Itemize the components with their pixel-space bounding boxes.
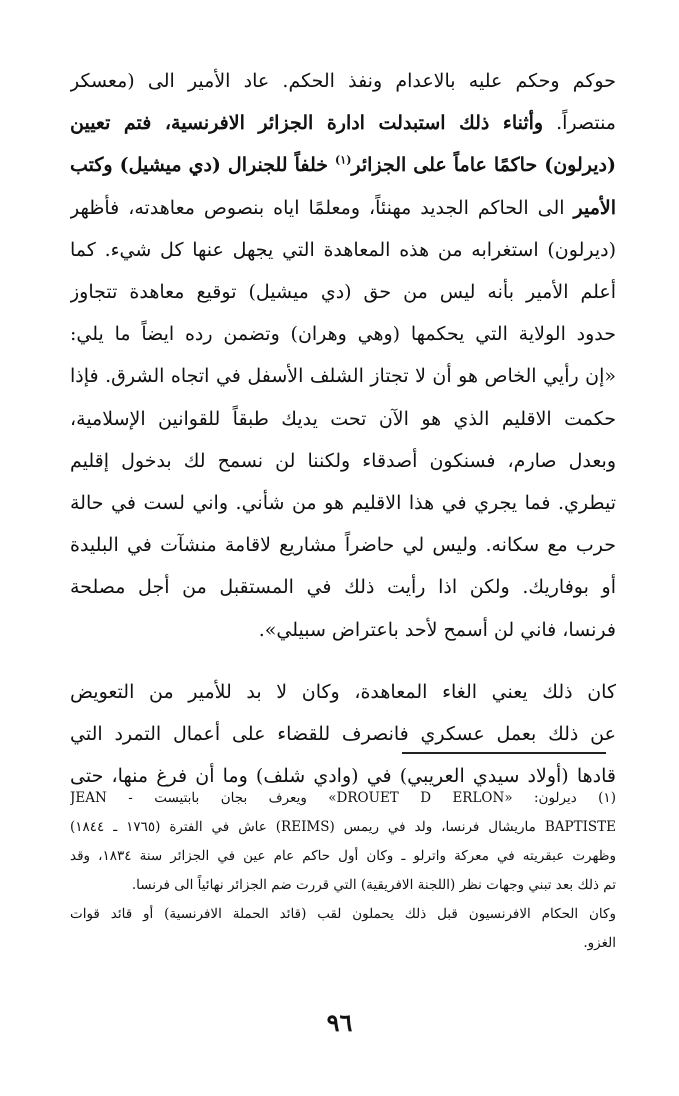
body-line: (ديرلون) حاكمًا عاماً على الجزائر$^{(١)}$ خلفاً للجنرال (دي ميشيل) وكتب [70, 154, 616, 177]
body-line: منتصراً. وأثناء ذلك استبدلت ادارة الجزائر الافرنسية، فتم تعيين [70, 112, 616, 135]
main-text-block [70, 60, 616, 797]
page-number: ٩٦ [326, 1008, 353, 1037]
footnotes-block [70, 784, 616, 958]
body-line: وبعدل صارم، فسنكون أصدقاء ولكننا لن نسمح لك بدخول إقليم [70, 449, 616, 472]
body-line: كان ذلك يعني الغاء المعاهدة، وكان لا بد للأمير من التعويض [70, 680, 616, 703]
body-line: قادها (أولاد سيدي العريبي) في (وادي شلف) وما أن فرغ منها، حتى [70, 765, 616, 788]
paragraph-gap [70, 651, 616, 671]
body-line: فرنسا، فاني لن أسمح لأحد باعتراض سبيلي». [258, 618, 616, 641]
body-line: حرب مع سكانه. وليس لي حاضراً مشاريع لاقامة منشآت في البليدة [70, 534, 616, 557]
footnote-line: تم ذلك بعد تبني وجهات نظر (اللجنة الافريقية) التي قررت ضم الجزائر نهائياً الى فرنسا. [131, 877, 616, 893]
body-line: «إن رأيي الخاص هو أن لا تجتاز الشلف الأسفل في اتجاه الشرق. فإذا [70, 365, 616, 388]
body-line: حكمت الاقليم الذي هو الآن تحت يديك طبقاً للقوانين الإسلامية، [70, 407, 616, 430]
body-line: أعلم الأمير بأنه ليس من حق (دي ميشيل) توقيع معاهدة تتجاوز [70, 281, 616, 304]
body-line: حدود الولاية التي يحكمها (وهي وهران) وتضمن رده ايضاً ما يلي: [70, 323, 616, 346]
footnote-divider [402, 752, 606, 754]
footnote-line: الغزو. [583, 935, 616, 951]
footnote-line: وظهرت عبقريته في معركة واترلو ـ وكان أول حاكم عام عين في الجزائر سنة ١٨٣٤، وقد [70, 848, 616, 864]
body-line: تيطري. فما يجري في هذا الاقليم هو من شأني. واني لست في حالة [70, 492, 616, 515]
footnote-line: وكان الحكام الافرنسيون قبل ذلك يحملون لقب (قائد الحملة الافرنسية) أو قائد قوات [70, 906, 616, 922]
body-line: عن ذلك بعمل عسكري فانصرف للقضاء على أعمال التمرد التي [70, 723, 616, 746]
body-line: الأمير الى الحاكم الجديد مهنئاً، ومعلمًا اياه بنصوص معاهدته، فأظهر [70, 196, 616, 219]
footnote-line: BAPTISTE ماريشال فرنسا، ولد في ريمس (REIMS) عاش في الفترة (١٧٦٥ ـ ١٨٤٤) [70, 819, 616, 835]
body-line: أو بوفاريك. ولكن اذا رأيت ذلك في المستقبل من أجل مصلحة [70, 576, 616, 599]
body-line: (ديرلون) استغرابه من هذه المعاهدة التي يجهل عنها كل شيء. كما [70, 238, 616, 261]
footnote-line: (١) ديرلون: «DROUET D ERLON» ويعرف بجان بابتيست - JEAN [70, 790, 616, 806]
body-line: حوكم وحكم عليه بالاعدام ونفذ الحكم. عاد الأمير الى (معسكر [70, 70, 616, 92]
